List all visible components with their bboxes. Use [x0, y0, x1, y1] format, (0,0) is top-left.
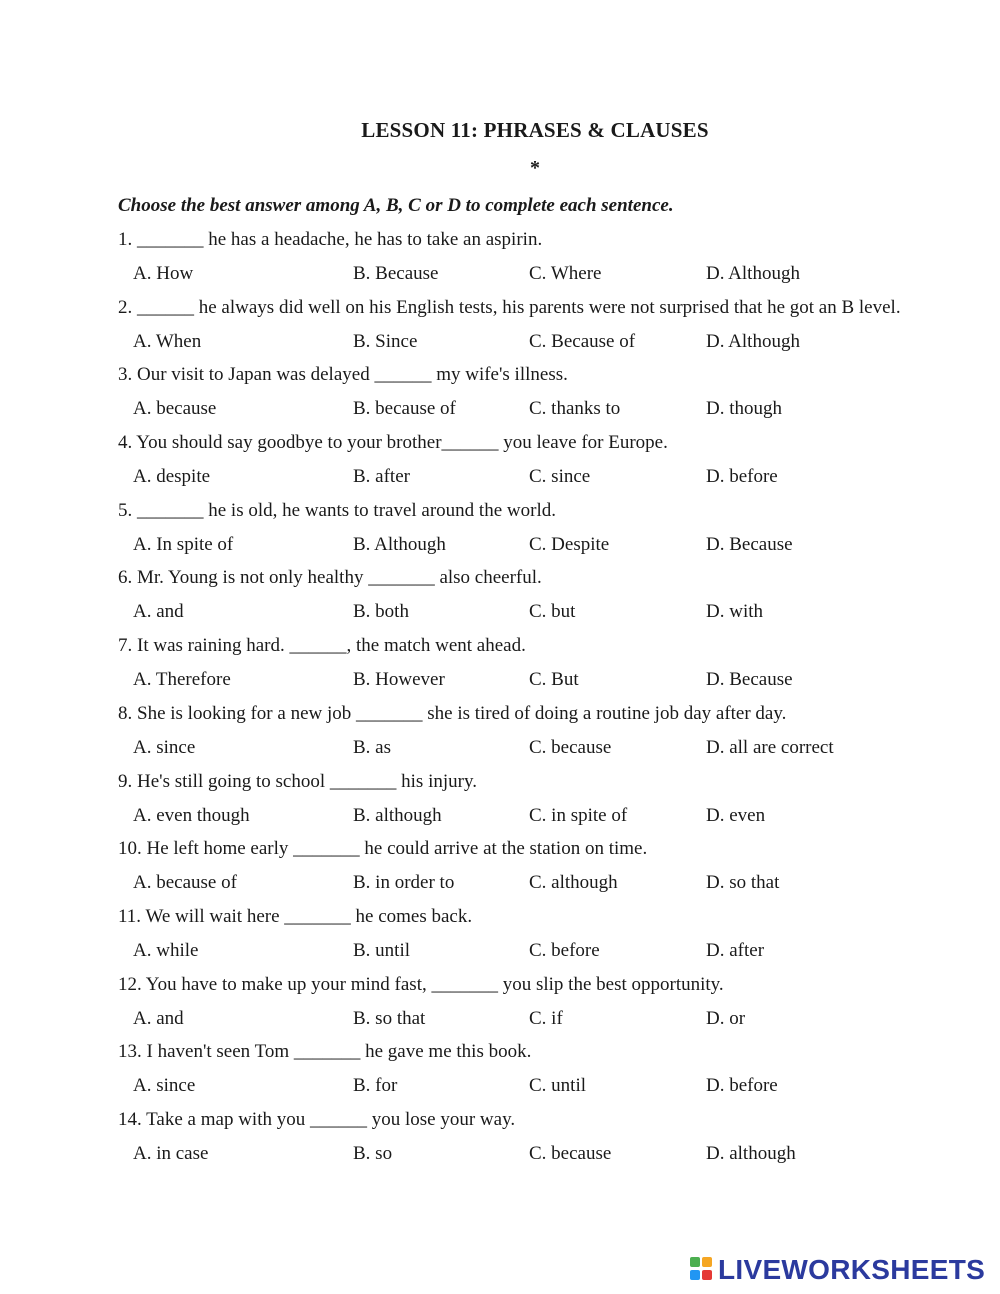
option-c[interactable]: C. thanks to [529, 398, 621, 420]
option-c[interactable]: C. But [529, 669, 579, 691]
answer-options [118, 804, 978, 828]
option-d[interactable]: D. all are correct [706, 736, 834, 758]
question-list [118, 228, 978, 1176]
answer-options [118, 600, 978, 624]
option-b[interactable]: B. so [353, 1142, 393, 1164]
question-item [118, 634, 978, 702]
option-a[interactable]: A. in case [133, 1142, 209, 1164]
question-stem: 9. He's still going to school _______ his injury. [118, 770, 477, 792]
answer-options [118, 939, 978, 963]
question-stem: 6. Mr. Young is not only healthy _______ also cheerful. [118, 567, 542, 589]
option-d[interactable]: D. before [706, 466, 778, 488]
option-a[interactable]: A. and [133, 1007, 184, 1029]
option-c[interactable]: C. since [529, 466, 591, 488]
option-b[interactable]: B. Since [353, 330, 418, 352]
title-separator: * [530, 157, 540, 179]
option-b[interactable]: B. although [353, 804, 442, 826]
option-d[interactable]: D. Although [706, 263, 800, 284]
option-a[interactable]: A. despite [133, 466, 211, 488]
option-d[interactable]: D. so that [706, 872, 780, 894]
answer-options [118, 668, 978, 692]
answer-options [118, 465, 978, 489]
option-c[interactable]: C. because [529, 736, 612, 758]
question-stem: 10. He left home early _______ he could arrive at the station on time. [118, 838, 648, 860]
question-stem: 3. Our visit to Japan was delayed ______ my wife's illness. [118, 364, 568, 386]
option-a[interactable]: A. even though [133, 804, 250, 826]
answer-options [118, 533, 978, 557]
option-a[interactable]: A. In spite of [133, 533, 234, 555]
option-a[interactable]: A. since [133, 1075, 196, 1097]
answer-options [118, 736, 978, 760]
option-b[interactable]: B. because of [353, 398, 456, 420]
answer-options [118, 397, 978, 421]
question-stem: 2. ______ he always did well on his English tests, his parents were not surprised that he got an B level. [118, 296, 901, 318]
question-item [118, 228, 978, 296]
option-c[interactable]: C. Despite [529, 533, 610, 555]
question-item [118, 566, 978, 634]
option-c[interactable]: C. Where [529, 263, 602, 284]
answer-options [118, 1074, 978, 1098]
option-c[interactable]: C. in spite of [529, 804, 628, 826]
option-d[interactable]: D. Although [706, 330, 800, 352]
option-d[interactable]: D. before [706, 1075, 778, 1097]
option-d[interactable]: D. Because [706, 669, 793, 691]
option-b[interactable]: B. after [353, 466, 410, 488]
option-c[interactable]: C. but [529, 601, 576, 623]
option-c[interactable]: C. before [529, 939, 600, 961]
answer-options [118, 1142, 978, 1166]
option-b[interactable]: B. for [353, 1075, 398, 1097]
question-item [118, 1040, 978, 1108]
question-stem: 5. _______ he is old, he wants to travel around the world. [118, 499, 556, 521]
option-c[interactable]: C. if [529, 1007, 563, 1029]
question-item [118, 905, 978, 973]
option-b[interactable]: B. so that [353, 1007, 426, 1029]
option-a[interactable]: A. Therefore [133, 669, 231, 691]
question-item [118, 363, 978, 431]
question-stem: 11. We will wait here _______ he comes back. [118, 905, 473, 927]
option-a[interactable]: A. How [133, 263, 194, 284]
question-item [118, 1108, 978, 1176]
option-d[interactable]: D. after [706, 939, 765, 961]
option-d[interactable]: D. with [706, 601, 763, 623]
option-d[interactable]: D. though [706, 398, 782, 420]
option-b[interactable]: B. as [353, 736, 391, 758]
option-c[interactable]: C. although [529, 872, 618, 894]
option-c[interactable]: C. until [529, 1075, 587, 1097]
option-b[interactable]: B. Although [353, 533, 446, 555]
option-a[interactable]: A. because of [133, 872, 237, 894]
question-stem: 8. She is looking for a new job _______ she is tired of doing a routine job day after day. [118, 702, 787, 724]
question-stem: 14. Take a map with you ______ you lose your way. [118, 1108, 516, 1130]
page-title: LESSON 11: PHRASES & CLAUSES [361, 118, 709, 142]
liveworksheets-logo [690, 1255, 985, 1285]
option-b[interactable]: B. However [353, 669, 445, 691]
question-item [118, 431, 978, 499]
question-item [118, 702, 978, 770]
question-item [118, 296, 978, 364]
question-stem: 7. It was raining hard. ______, the match went ahead. [118, 635, 526, 657]
option-d[interactable]: D. Because [706, 533, 793, 555]
answer-options [118, 1007, 978, 1031]
option-a[interactable]: A. since [133, 736, 196, 758]
question-item [118, 770, 978, 838]
option-d[interactable]: D. although [706, 1142, 796, 1164]
instruction: Choose the best answer among A, B, C or D to complete each sentence. [118, 195, 674, 216]
option-a[interactable]: A. and [133, 601, 184, 623]
option-b[interactable]: B. in order to [353, 872, 455, 894]
question-item [118, 837, 978, 905]
logo-icon [690, 1257, 714, 1283]
question-stem: 12. You have to make up your mind fast, _______ you slip the best opportunity. [118, 973, 724, 995]
question-item [118, 973, 978, 1041]
option-c[interactable]: C. because [529, 1142, 612, 1164]
question-stem: 4. You should say goodbye to your brother______ you leave for Europe. [118, 432, 668, 454]
option-d[interactable]: D. or [706, 1007, 746, 1029]
option-d[interactable]: D. even [706, 804, 766, 826]
option-b[interactable]: B. both [353, 601, 409, 623]
option-a[interactable]: A. because [133, 398, 217, 420]
question-stem: 1. _______ he has a headache, he has to take an aspirin. [118, 229, 543, 250]
option-a[interactable]: A. When [133, 330, 202, 352]
logo-text: LIVEWORKSHEETS [718, 1254, 986, 1285]
question-item [118, 499, 978, 567]
option-b[interactable]: B. until [353, 939, 411, 961]
question-stem: 13. I haven't seen Tom _______ he gave me this book. [118, 1041, 532, 1063]
answer-options [118, 871, 978, 895]
answer-options [118, 330, 978, 354]
option-c[interactable]: C. Because of [529, 330, 636, 352]
option-a[interactable]: A. while [133, 939, 199, 961]
option-b[interactable]: B. Because [353, 263, 439, 284]
answer-options [118, 262, 978, 286]
